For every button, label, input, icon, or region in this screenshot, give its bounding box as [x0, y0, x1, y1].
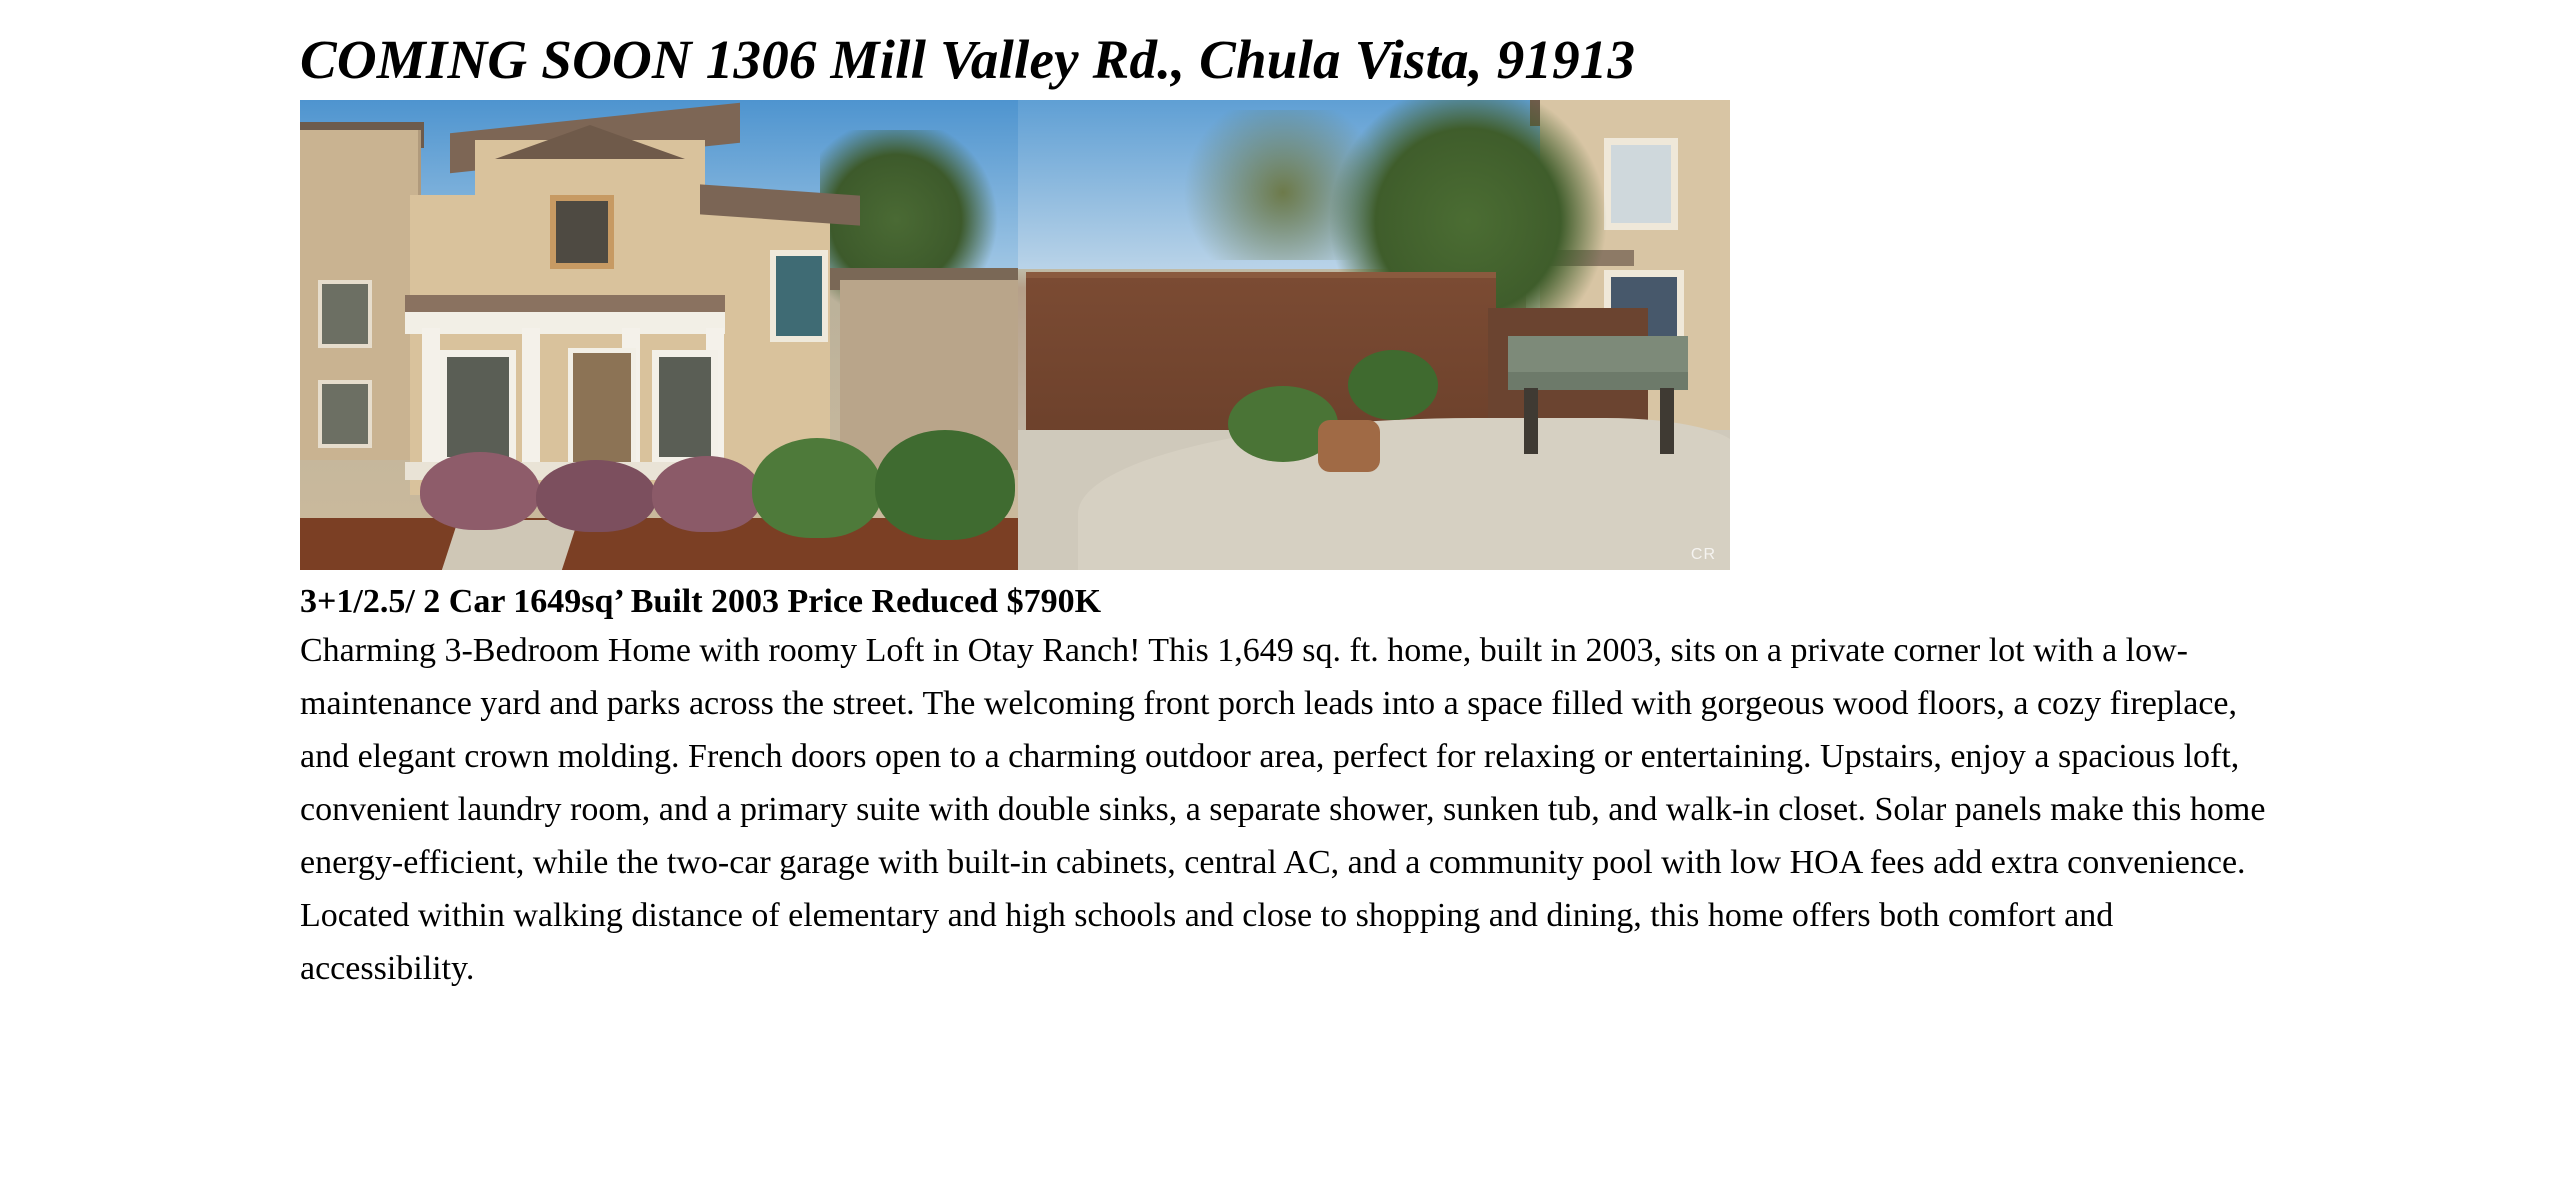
neighbor-window-shape: [318, 380, 372, 448]
photo-watermark: CR: [1690, 546, 1716, 563]
planter-pot-shape: [1318, 420, 1380, 472]
shrub-shape: [752, 438, 882, 538]
shrub-shape: [1348, 350, 1438, 420]
front-exterior-photo: [300, 100, 1018, 570]
photo-gallery: [300, 100, 1730, 570]
flyer-content: [300, 28, 2300, 995]
bench-leg-shape: [1524, 388, 1538, 454]
backyard-photo: [1018, 100, 1730, 570]
porch-column-shape: [522, 328, 540, 468]
front-window-shape: [652, 350, 718, 464]
front-door-shape: [568, 348, 636, 468]
shrub-shape: [875, 430, 1015, 540]
front-window-shape: [440, 350, 516, 464]
bench-shape: [1508, 336, 1688, 374]
bench-leg-shape: [1660, 388, 1674, 454]
porch-fascia-shape: [405, 312, 725, 334]
shrub-shape: [652, 456, 762, 532]
shrub-shape: [420, 452, 540, 530]
porch-column-shape: [422, 328, 440, 468]
neighbor-house-shape: [300, 130, 421, 460]
property-description: Charming 3-Bedroom Home with roomy Loft in Otay Ranch! This 1,649 sq. ft. home, built in 2003, sits on a private corner lot with a low-maintenance yard and parks across the street. The welcoming front porch leads into a space filled with gorgeous wood floors, a cozy fireplace, and elegant crown molding. French doors open to a charming outdoor area, perfect for relaxing or entertaining. Upstairs, enjoy a spacious loft, convenient laundry room, and a primary suite with double sinks, a separate shower, sunken tub, and walk-in closet. Solar panels make this home energy-efficient, while the two-car garage with built-in cabinets, central AC, and a community pool with low HOA fees add extra convenience. Located within walking distance of elementary and high schools and close to shopping and dining, this home offers both comfort and accessibility.: [300, 632, 2266, 987]
upper-window-shape: [550, 195, 614, 269]
side-window-shape: [770, 250, 828, 342]
property-specs: 3+1/2.5/ 2 Car 1649sq’ Built 2003 Price Reduced $790K: [300, 583, 1102, 620]
shrub-shape: [536, 460, 656, 532]
neighbor-window-shape: [318, 280, 372, 348]
page-title: COMING SOON 1306 Mill Valley Rd., Chula Vista, 91913: [300, 29, 1636, 90]
